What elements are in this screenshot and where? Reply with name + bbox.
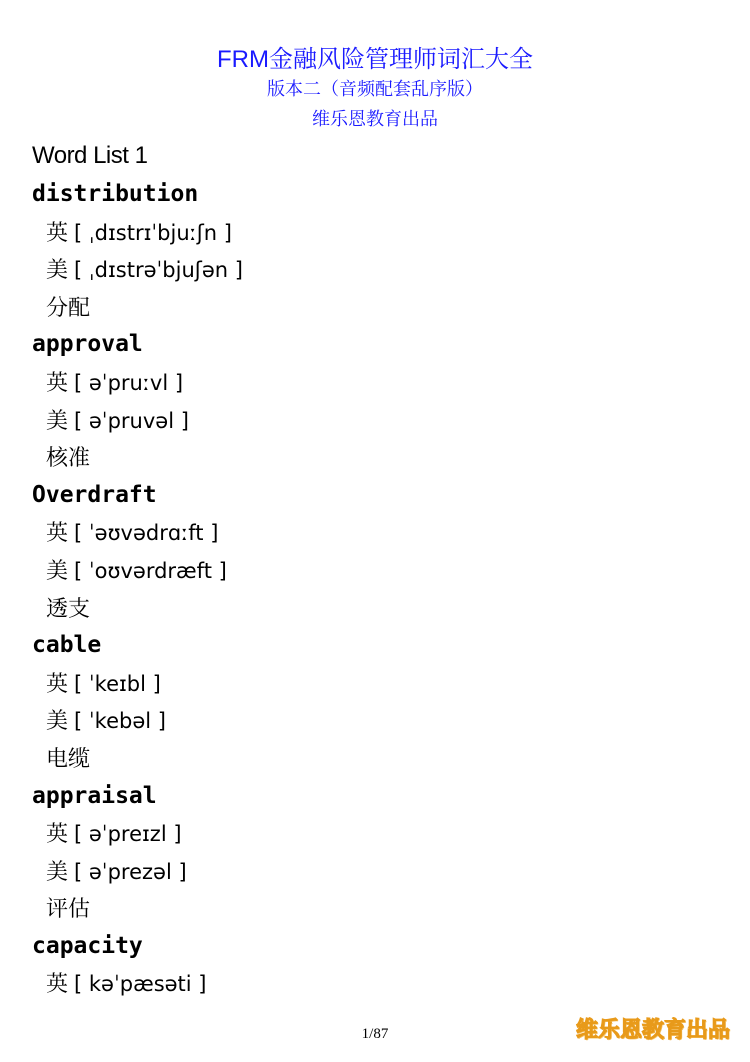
entry-meaning: 电缆 — [46, 745, 91, 771]
uk-ipa: [ ˈkeɪbl ] — [74, 671, 161, 696]
us-ipa: [ ˈoʊvərdræft ] — [74, 558, 227, 583]
word-entries — [0, 176, 750, 1003]
word-list-heading: Word List 1 — [32, 142, 148, 169]
word-entry — [0, 477, 750, 627]
uk-ipa: [ kəˈpæsəti ] — [74, 972, 207, 997]
document-title: FRM金融风险管理师词汇大全 — [217, 46, 533, 73]
entry-word: distribution — [32, 181, 199, 207]
us-label: 美 — [46, 407, 69, 433]
us-label: 美 — [46, 858, 69, 884]
entry-meaning: 分配 — [46, 294, 91, 320]
us-pronunciation — [0, 702, 750, 740]
publisher-watermark: 维乐恩教育出品 — [575, 1018, 730, 1043]
uk-label: 英 — [46, 369, 69, 395]
word-entry — [0, 778, 750, 928]
entry-word: capacity — [32, 932, 143, 959]
word-entry — [0, 326, 750, 476]
entry-meaning: 核准 — [46, 445, 91, 471]
uk-pronunciation — [0, 514, 750, 552]
us-label: 美 — [46, 557, 69, 583]
entry-meaning: 评估 — [46, 896, 91, 922]
uk-pronunciation — [0, 665, 750, 703]
uk-label: 英 — [46, 971, 69, 997]
uk-pronunciation — [0, 214, 750, 252]
us-ipa: [ əˈpruvəl ] — [74, 408, 189, 433]
document-publisher: 维乐恩教育出品 — [312, 109, 438, 130]
us-label: 美 — [46, 257, 69, 283]
uk-ipa: [ ˌdɪstrɪˈbjuːʃn ] — [74, 220, 232, 245]
uk-label: 英 — [46, 821, 69, 847]
entry-meaning: 透支 — [46, 595, 91, 621]
uk-pronunciation — [0, 364, 750, 402]
uk-ipa: [ ˈəʊvədrɑːft ] — [74, 521, 219, 546]
word-entry — [0, 176, 750, 326]
document-subtitle: 版本二（音频配套乱序版） — [267, 79, 483, 100]
us-ipa: [ əˈprezəl ] — [74, 859, 187, 884]
uk-label: 英 — [46, 219, 69, 245]
entry-word: Overdraft — [32, 481, 157, 508]
us-label: 美 — [46, 708, 69, 734]
us-ipa: [ ˈkebəl ] — [74, 709, 166, 734]
uk-ipa: [ əˈpreɪzl ] — [74, 822, 182, 847]
us-pronunciation — [0, 853, 750, 891]
uk-pronunciation — [0, 965, 750, 1003]
uk-pronunciation — [0, 815, 750, 853]
entry-word: approval — [32, 331, 143, 358]
us-ipa: [ ˌdɪstrəˈbjuʃən ] — [74, 258, 243, 283]
us-pronunciation — [0, 402, 750, 440]
uk-label: 英 — [46, 670, 69, 696]
word-entry — [0, 627, 750, 777]
page-number: 1/87 — [361, 1026, 389, 1042]
uk-ipa: [ əˈpruːvl ] — [74, 370, 184, 395]
entry-word: cable — [32, 632, 102, 659]
us-pronunciation — [0, 251, 750, 289]
us-pronunciation — [0, 552, 750, 590]
word-entry — [0, 928, 750, 1003]
uk-label: 英 — [46, 520, 69, 546]
entry-word: appraisal — [32, 782, 157, 809]
